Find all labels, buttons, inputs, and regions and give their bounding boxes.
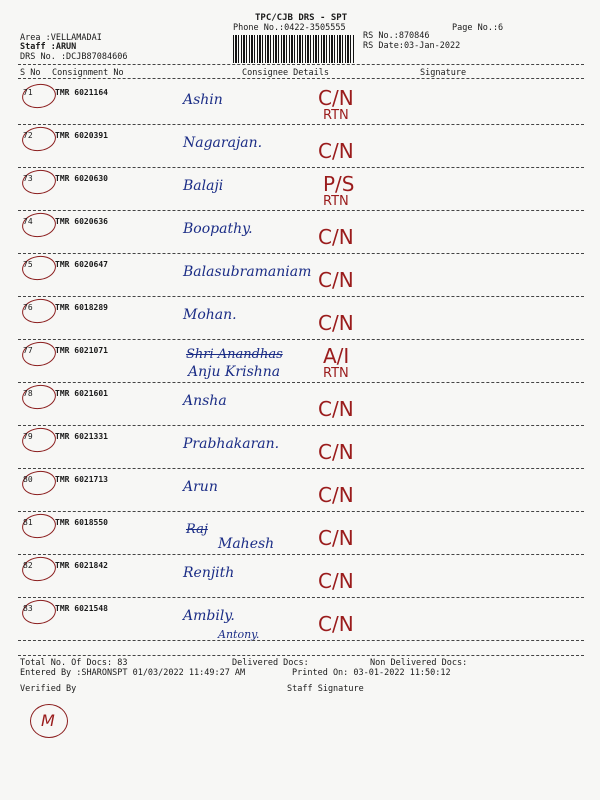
signature-mark: C/N	[318, 139, 354, 163]
delivered-docs: Delivered Docs:	[232, 658, 309, 668]
consignee-name: Mohan.	[183, 307, 237, 323]
serial-number: 80	[23, 475, 33, 484]
page-number: Page No.:6	[452, 23, 504, 33]
consignee-name: Arun	[183, 479, 218, 495]
consignee-name: Balaji	[183, 178, 224, 194]
verified-by: Verified By	[20, 684, 77, 694]
signature-mark: C/N	[318, 612, 354, 636]
serial-number: 83	[23, 604, 33, 613]
consignee-name: Ambily.	[183, 608, 235, 624]
consignee-name: Ashin	[183, 92, 223, 108]
consignee-name: Prabhakaran.	[183, 436, 280, 452]
return-mark: RTN	[323, 108, 349, 123]
consignment-number: TMR 6020636	[55, 217, 108, 226]
entered-by: Entered By :SHARONSPT 01/03/2022 11:49:27 AM	[20, 668, 246, 678]
signature-mark: C/N	[318, 483, 354, 507]
serial-number: 75	[23, 260, 33, 269]
consignment-number: TMR 6021842	[55, 561, 108, 570]
document-title: TPC/CJB DRS - SPT	[255, 13, 348, 23]
divider	[18, 78, 584, 79]
return-mark: RTN	[323, 366, 349, 381]
consignment-number: TMR 6021713	[55, 475, 108, 484]
divider	[18, 655, 584, 656]
signature-mark: C/N	[318, 268, 354, 292]
consignee-name-2: Antony.	[218, 628, 260, 641]
table-row	[18, 129, 584, 171]
area-label: Area :VELLAMADAI	[20, 33, 102, 43]
row-divider	[18, 124, 584, 125]
consignment-number: TMR 6021331	[55, 432, 108, 441]
row-divider	[18, 210, 584, 211]
serial-number: 74	[23, 217, 33, 226]
phone-number: Phone No.:0422-3505555	[233, 23, 346, 33]
struck-name: Raj	[186, 522, 208, 537]
serial-number: 77	[23, 346, 33, 355]
row-divider	[18, 468, 584, 469]
table-row	[18, 473, 584, 515]
serial-number: 72	[23, 131, 33, 140]
consignment-number: TMR 6018550	[55, 518, 108, 527]
row-divider	[18, 597, 584, 598]
row-divider	[18, 425, 584, 426]
table-row	[18, 602, 584, 644]
divider	[18, 64, 584, 65]
serial-number: 71	[23, 88, 33, 97]
table-row	[18, 387, 584, 429]
signature-mark: C/N	[318, 86, 354, 110]
staff-signature: Staff Signature	[287, 684, 364, 694]
signature-mark: C/N	[318, 311, 354, 335]
col-signature: Signature	[420, 68, 467, 78]
printed-on: Printed On: 03-01-2022 11:50:12	[292, 668, 451, 678]
consignment-number: TMR 6021164	[55, 88, 108, 97]
non-delivered-docs: Non Delivered Docs:	[370, 658, 468, 668]
row-divider	[18, 253, 584, 254]
rs-number: RS No.:870846	[363, 31, 430, 41]
serial-number: 82	[23, 561, 33, 570]
consignment-number: TMR 6020647	[55, 260, 108, 269]
consignment-number: TMR 6021601	[55, 389, 108, 398]
table-row	[18, 344, 584, 386]
verifier-initials: M	[41, 711, 55, 730]
consignment-number: TMR 6018289	[55, 303, 108, 312]
signature-mark: C/N	[318, 526, 354, 550]
table-row	[18, 430, 584, 472]
serial-number: 79	[23, 432, 33, 441]
row-divider	[18, 296, 584, 297]
table-row	[18, 86, 584, 128]
row-divider	[18, 382, 584, 383]
col-consignment: Consignment No	[52, 68, 124, 78]
signature-mark: C/N	[318, 225, 354, 249]
table-row	[18, 516, 584, 558]
consignee-name: Mahesh	[218, 536, 275, 552]
table-row	[18, 301, 584, 343]
table-row	[18, 258, 584, 300]
signature-mark: P/S	[323, 172, 355, 196]
consignment-number: TMR 6020391	[55, 131, 108, 140]
consignment-number: TMR 6021071	[55, 346, 108, 355]
table-row	[18, 215, 584, 257]
consignee-name: Anju Krishna	[188, 364, 281, 380]
col-sno: S No	[20, 68, 41, 78]
verifier-initials-stamp	[30, 704, 68, 738]
row-divider	[18, 640, 584, 641]
drs-number: DRS No. :DCJB87084606	[20, 52, 128, 62]
rs-date: RS Date:03-Jan-2022	[363, 41, 461, 51]
consignment-number: TMR 6020630	[55, 174, 108, 183]
consignment-number: TMR 6021548	[55, 604, 108, 613]
signature-mark: C/N	[318, 397, 354, 421]
col-consignee: Consignee Details	[242, 68, 329, 78]
struck-name: Shri Anandhas	[186, 347, 283, 362]
signature-mark: C/N	[318, 569, 354, 593]
signature-mark: C/N	[318, 440, 354, 464]
staff-label: Staff :ARUN	[20, 42, 77, 52]
consignee-name: Nagarajan.	[183, 135, 263, 151]
row-divider	[18, 511, 584, 512]
serial-number: 73	[23, 174, 33, 183]
serial-number: 76	[23, 303, 33, 312]
row-divider	[18, 339, 584, 340]
row-divider	[18, 554, 584, 555]
signature-mark: A/I	[323, 344, 350, 368]
barcode	[233, 35, 355, 63]
consignee-name: Boopathy.	[183, 221, 253, 237]
serial-number: 78	[23, 389, 33, 398]
row-divider	[18, 167, 584, 168]
table-row	[18, 559, 584, 601]
return-mark: RTN	[323, 194, 349, 209]
consignee-name: Renjith	[183, 565, 235, 581]
total-docs: Total No. Of Docs: 83	[20, 658, 128, 668]
consignee-name: Ansha	[183, 393, 227, 409]
serial-number: 81	[23, 518, 33, 527]
table-row	[18, 172, 584, 214]
consignee-name: Balasubramaniam	[183, 264, 312, 280]
